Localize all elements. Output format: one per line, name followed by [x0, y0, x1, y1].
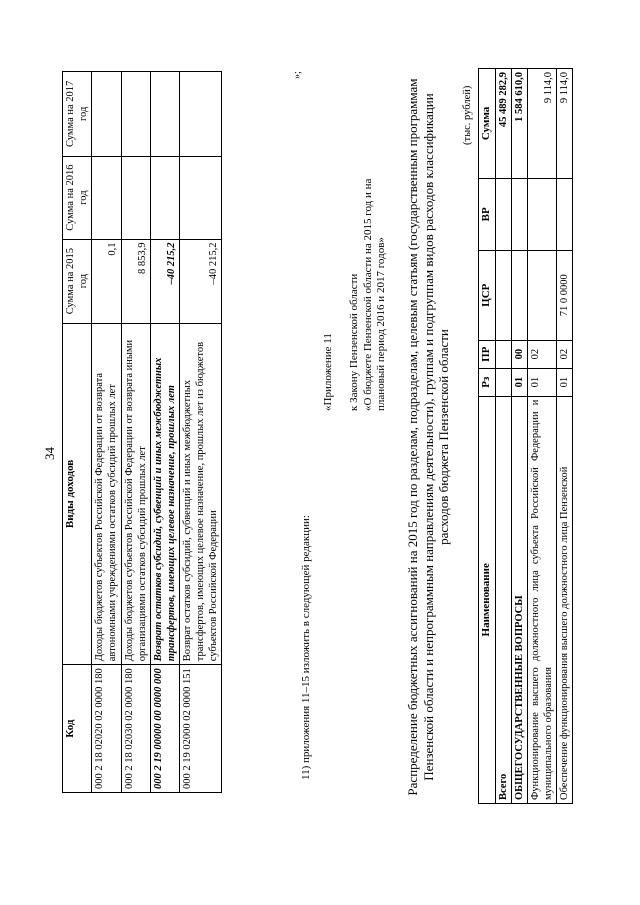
expense-csr [528, 250, 557, 340]
expense-vr [557, 178, 573, 250]
expense-pr: 02 [528, 340, 557, 368]
income-code: 000 2 18 02020 02 0000 180 [92, 665, 121, 793]
income-code: 000 2 19 02000 02 0000 151 [180, 665, 222, 793]
expense-csr [495, 250, 511, 340]
header-rz: Рз [479, 368, 496, 396]
expense-csr: 71 0 0000 [557, 250, 573, 340]
income-sum-2016 [150, 156, 179, 239]
expense-rz: 01 [528, 368, 557, 396]
income-name: Доходы бюджетов субъектов Российской Федерации от возврата иными организациями остатков субсидий прошлых лет [121, 323, 150, 665]
expense-rz: 01 [511, 368, 527, 396]
annex-heading [322, 179, 389, 411]
income-sum-2017 [150, 72, 179, 157]
header-type: Виды доходов [63, 323, 92, 665]
header-sum: Сумма [479, 69, 496, 179]
income-name: Возврат остатков субсидий, субвенций и иных межбюджетных трансфертов, имеющих целевое назначение, прошлых лет [150, 323, 179, 665]
expense-pr: 00 [511, 340, 527, 368]
income-sum-2015: –40 215,2 [150, 239, 179, 323]
table-row [92, 72, 121, 793]
table-row [528, 69, 557, 804]
header-sum-2017: Сумма на 2017 год [63, 72, 92, 157]
expense-table-header [479, 69, 496, 804]
header-pr: ПР [479, 340, 496, 368]
expense-vr [495, 178, 511, 250]
table-row [557, 69, 573, 804]
expense-rz [495, 368, 511, 396]
amendment-note: 11) приложения 11–15 изложить в следующей редакции: [300, 515, 312, 780]
income-table [62, 71, 222, 793]
income-sum-2017 [92, 72, 121, 157]
header-name: Наименование [479, 396, 496, 803]
expense-pr: 02 [557, 340, 573, 368]
annex-law-period: плановый период 2016 и 2017 годов» [375, 237, 388, 411]
income-sum-2015: –40 215,2 [180, 239, 222, 323]
expense-sum: 45 489 282,9 [495, 69, 511, 179]
income-sum-2016 [121, 156, 150, 239]
expense-vr [511, 178, 527, 250]
continuation-mark: »; [292, 71, 303, 79]
expense-name: ОБЩЕГОСУДАРСТВЕННЫЕ ВОПРОСЫ [511, 396, 527, 803]
table-row [495, 69, 511, 804]
expense-name: Функционирование высшего должностного лица субъекта Российской Федерации и муниципального образования [528, 396, 557, 803]
income-sum-2015: 8 853,9 [121, 239, 150, 323]
document-title: Распределение бюджетных ассигнований на 2015 год по разделам, подразделам, целевым статьям (государственным программам Пензенской области и непрограммным направлениям деятельности), группам и подгруппам видов расходов классификации расходов бюджета Пензенской области [405, 78, 452, 796]
expense-rz: 01 [557, 368, 573, 396]
page-number: 34 [42, 447, 57, 460]
expense-csr [511, 250, 527, 340]
header-sum-2016: Сумма на 2016 год [63, 156, 92, 239]
table-row [121, 72, 150, 793]
income-code: 000 2 19 00000 00 0000 000 [150, 665, 179, 793]
income-sum-2017 [121, 72, 150, 157]
expense-name: Обеспечение функционирования высшего должностного лица Пензенской [557, 396, 573, 803]
expense-sum: 1 584 610,0 [511, 69, 527, 179]
expense-pr [495, 340, 511, 368]
expense-name: Всего [495, 396, 511, 803]
header-vr: ВР [479, 178, 496, 250]
header-csr: ЦСР [479, 250, 496, 340]
annex-law: к Закону Пензенской области [347, 273, 360, 411]
expense-vr [528, 178, 557, 250]
table-row [150, 72, 179, 793]
table-row [180, 72, 222, 793]
income-sum-2017 [180, 72, 222, 157]
header-sum-2015: Сумма на 2015 год [63, 239, 92, 323]
header-code: Код [63, 665, 92, 793]
units-label: (тыс. рублей) [462, 85, 473, 145]
annex-number: «Приложение 11 [322, 333, 334, 411]
income-name: Доходы бюджетов субъектов Российской Федерации от возврата автономными учреждениями остатков субсидий прошлых лет [92, 323, 121, 665]
income-sum-2016 [92, 156, 121, 239]
income-code: 000 2 18 02030 02 0000 180 [121, 665, 150, 793]
annex-law-title: «О бюджете Пензенской области на 2015 год и на [361, 178, 374, 411]
expense-table [478, 68, 573, 804]
table-row [511, 69, 527, 804]
income-name: Возврат остатков субсидий, субвенций и иных межбюджетных трансфертов, имеющих целевое назначение, прошлых лет из бюджетов субъектов Российской Федерации [180, 323, 222, 665]
expense-sum: 9 114,0 [528, 69, 557, 179]
income-sum-2016 [180, 156, 222, 239]
income-sum-2015: 0,1 [92, 239, 121, 323]
income-table-header [63, 72, 92, 793]
expense-sum: 9 114,0 [557, 69, 573, 179]
